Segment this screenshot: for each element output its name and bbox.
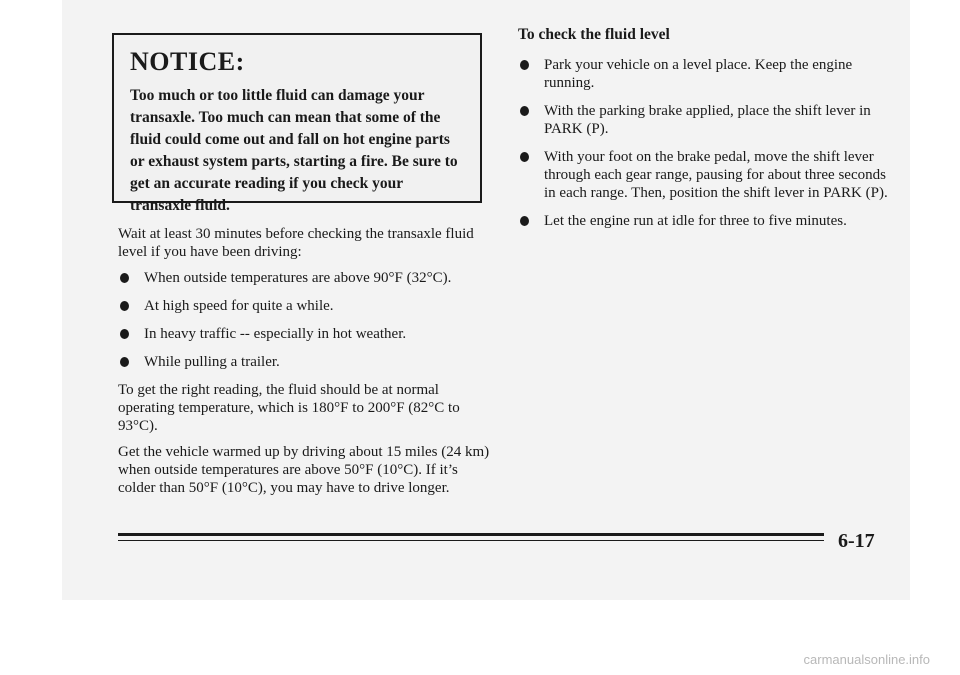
conditions-list [118, 269, 490, 371]
bullet-icon [120, 357, 129, 367]
bullet-icon [520, 216, 529, 226]
list-item: Let the engine run at idle for three to five minutes. [518, 212, 898, 230]
footer-rule [118, 533, 824, 536]
bullet-icon [120, 273, 129, 283]
notice-title: NOTICE: [130, 47, 245, 76]
list-item: In heavy traffic -- especially in hot weather. [118, 325, 490, 343]
list-item: With the parking brake applied, place the shift lever in PARK (P). [518, 102, 898, 138]
page-number: 6-17 [838, 530, 875, 552]
section-heading: To check the fluid level [518, 26, 670, 43]
footer-rule-thin [118, 540, 824, 541]
bullet-icon [520, 152, 529, 162]
steps-list [518, 56, 898, 230]
list-item: While pulling a trailer. [118, 353, 490, 371]
bullet-icon [520, 106, 529, 116]
list-item: When outside temperatures are above 90°F (32°C). [118, 269, 490, 287]
notice-text: Too much or too little fluid can damage your transaxle. Too much can mean that some of the fluid could come out and fall on hot engine parts or exhaust system parts, starting a fire. Be sure to get an accurate reading if you check your transaxle fluid. [130, 87, 458, 214]
bullet-icon [120, 301, 129, 311]
list-item: At high speed for quite a while. [118, 297, 490, 315]
bullet-icon [120, 329, 129, 339]
left-column [118, 225, 490, 505]
list-item: With your foot on the brake pedal, move the shift lever through each gear range, pausing for about three seconds in each range. Then, position the shift lever in PARK (P). [518, 148, 898, 202]
watermark: carmanualsonline.info [803, 652, 930, 667]
bullet-icon [520, 60, 529, 70]
temperature-paragraph: To get the right reading, the fluid should be at normal operating temperature, which is 180°F to 200°F (82°C to 93°C). [118, 382, 460, 434]
warm-up-paragraph: Get the vehicle warmed up by driving about 15 miles (24 km) when outside temperatures are above 50°F (10°C). If it’s colder than 50°F (10°C), you may have to drive longer. [118, 444, 490, 496]
list-item: Park your vehicle on a level place. Keep the engine running. [518, 56, 898, 92]
right-column [518, 26, 898, 240]
intro-paragraph: Wait at least 30 minutes before checking the transaxle fluid level if you have been driving: [118, 226, 474, 260]
notice-box [112, 33, 482, 214]
